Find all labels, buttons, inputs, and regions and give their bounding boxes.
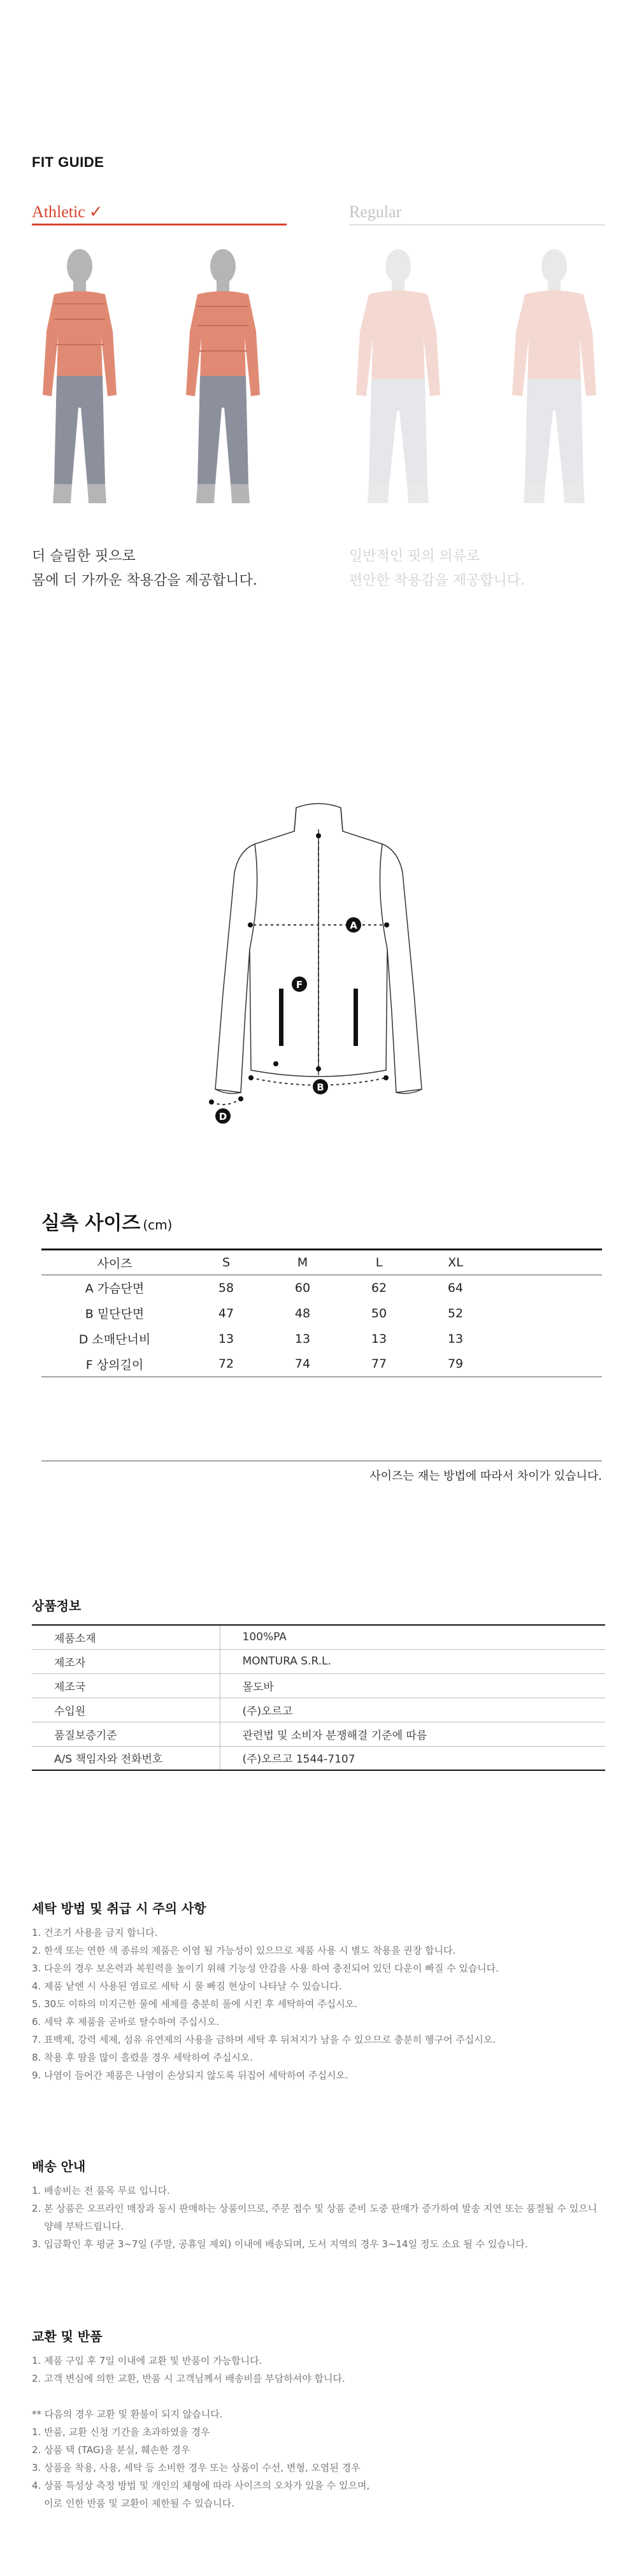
size-cell: 77 bbox=[371, 1357, 387, 1371]
care-line: 8. 착용 후 땀을 많이 흘렸을 경우 세탁하여 주십시오. bbox=[32, 2052, 254, 2063]
care-line: 3. 다운의 경우 보온력과 복원력을 높이기 위해 기능성 안감을 사용 하여 충전되어 있던 다운이 빠질 수 있습니다. bbox=[32, 1963, 499, 1974]
info-key: 품질보증기준 bbox=[32, 1722, 220, 1746]
info-value: MONTURA S.R.L. bbox=[242, 1655, 331, 1668]
size-title-text: 실측 사이즈 bbox=[41, 1212, 141, 1234]
size-cell: 13 bbox=[447, 1331, 464, 1346]
svg-text:D: D bbox=[218, 1111, 227, 1122]
info-value: (주)오르고 bbox=[242, 1705, 293, 1718]
regular-fit-description bbox=[349, 545, 525, 593]
care-line: 1. 건조기 사용을 금지 합니다. bbox=[32, 1927, 158, 1938]
care-line: 2. 한색 또는 연한 색 종류의 제품은 이염 될 가능성이 있으므로 제품 사용 시 별도 착용을 권장 합니다. bbox=[32, 1945, 456, 1956]
measure-label-b-icon bbox=[313, 1079, 328, 1094]
regular-desc-line-2: 편안한 착용감을 제공합니다. bbox=[349, 573, 526, 589]
info-key: A/S 책임자와 전화번호 bbox=[32, 1746, 220, 1770]
size-row-name: F 상의길이 bbox=[85, 1357, 144, 1372]
exchange-line: ** 다음의 경우 교환 및 환불이 되지 않습니다. bbox=[32, 2408, 223, 2420]
size-row-name: A 가슴단면 bbox=[85, 1282, 145, 1296]
table-row bbox=[32, 1649, 605, 1673]
delivery-line: 3. 입금확인 후 평균 3~7일 (주말, 공휴일 제외) 이내에 배송되며, 도서 지역의 경우 3~14일 정도 소요 될 수 있습니다. bbox=[32, 2238, 528, 2250]
exchange-line: 1. 반품, 교환 신청 기간을 초과하였을 경우 bbox=[32, 2426, 210, 2438]
size-row-name: D 소매단너비 bbox=[78, 1333, 151, 1347]
delivery-line: 1. 배송비는 전 품목 무료 입니다. bbox=[32, 2185, 170, 2196]
size-cell: 79 bbox=[447, 1357, 464, 1371]
tab-athletic-label: Athletic bbox=[32, 203, 85, 221]
size-cell: 74 bbox=[294, 1357, 311, 1371]
info-value: 몰도바 bbox=[242, 1680, 274, 1694]
exchange-line: 2. 상품 택 (TAG)을 분실, 훼손한 경우 bbox=[32, 2444, 190, 2456]
size-header-s: S bbox=[222, 1256, 231, 1270]
size-note: 사이즈는 재는 방법에 따라서 차이가 있습니다. bbox=[369, 1470, 602, 1483]
table-row bbox=[32, 1746, 605, 1770]
athletic-fit-back-figure bbox=[172, 242, 274, 510]
care-line: 9. 나염이 들어간 제품은 나염이 손상되지 않도록 뒤집어 세탁하여 주십시오. bbox=[32, 2070, 348, 2081]
size-cell: 48 bbox=[294, 1306, 311, 1320]
care-line: 7. 표백제, 강력 세제, 섬유 유연제의 사용을 금하며 세탁 후 뒤쳐지가 남을 수 있으므로 충분히 헹구어 주십시오. bbox=[32, 2034, 496, 2045]
size-cell: 72 bbox=[218, 1357, 234, 1371]
info-value: 관련법 및 소비자 분쟁해결 기준에 따름 bbox=[242, 1729, 427, 1742]
info-key: 수입원 bbox=[32, 1698, 220, 1722]
measure-label-f-icon bbox=[292, 977, 307, 992]
care-instructions bbox=[32, 1924, 605, 2084]
regular-desc-line-1: 일반적인 핏의 의류로 bbox=[349, 548, 480, 564]
exchange-line: 이로 인한 반품 및 교환이 제한될 수 있습니다. bbox=[32, 2498, 235, 2509]
exchange-line: 1. 제품 구입 후 7일 이내에 교환 및 반품이 가능합니다. bbox=[32, 2355, 262, 2366]
size-table-header-row bbox=[41, 1250, 602, 1275]
size-header-m: M bbox=[297, 1256, 308, 1270]
exchange-line: 3. 상품을 착용, 사용, 세탁 등 소비한 경우 또는 상품이 수선, 변형, 오염된 경우 bbox=[32, 2462, 361, 2473]
size-cell: 64 bbox=[447, 1280, 464, 1295]
size-cell: 47 bbox=[218, 1306, 234, 1320]
table-row bbox=[32, 1673, 605, 1698]
checkmark-icon: ✓ bbox=[89, 203, 103, 222]
table-row bbox=[41, 1275, 602, 1301]
exchange-line: 4. 상품 특성상 측정 방법 및 개인의 체형에 따라 사이즈의 오차가 있을 수 있으며, bbox=[32, 2480, 370, 2491]
size-cell: 58 bbox=[218, 1280, 234, 1295]
delivery-line: 양해 부탁드립니다. bbox=[32, 2221, 124, 2232]
info-value: (주)오르고 1544-7107 bbox=[242, 1753, 355, 1766]
size-table-title bbox=[41, 1207, 172, 1235]
regular-fit-front-figure bbox=[347, 242, 449, 510]
care-line: 4. 제품 낱엔 시 사용된 염료로 세탁 시 물 빠짐 현상이 나타날 수 있습니다. bbox=[32, 1980, 342, 1992]
measure-label-d-icon bbox=[215, 1108, 231, 1124]
exchange-info bbox=[32, 2352, 605, 2512]
table-row bbox=[41, 1326, 602, 1352]
size-cell: 13 bbox=[218, 1331, 234, 1346]
tab-regular[interactable] bbox=[349, 203, 605, 225]
delivery-title: 배송 안내 bbox=[32, 2159, 86, 2174]
table-row bbox=[32, 1625, 605, 1649]
regular-fit-back-figure bbox=[503, 242, 605, 510]
size-cell: 13 bbox=[371, 1331, 387, 1346]
info-key: 제조국 bbox=[32, 1673, 220, 1698]
table-row bbox=[32, 1722, 605, 1746]
athletic-fit-front-figure bbox=[29, 242, 131, 510]
fit-guide-title: FIT GUIDE bbox=[32, 154, 104, 170]
info-key: 제조자 bbox=[32, 1649, 220, 1673]
athletic-fit-description bbox=[32, 545, 257, 593]
delivery-info bbox=[32, 2182, 605, 2253]
size-cell: 52 bbox=[447, 1306, 464, 1320]
svg-text:A: A bbox=[350, 920, 357, 931]
size-header-l: L bbox=[375, 1256, 383, 1270]
size-header-name: 사이즈 bbox=[97, 1256, 132, 1271]
size-cell: 60 bbox=[294, 1280, 311, 1295]
tab-athletic[interactable] bbox=[32, 203, 287, 225]
exchange-line bbox=[32, 2387, 605, 2405]
info-key: 제품소재 bbox=[32, 1625, 220, 1649]
table-row bbox=[41, 1352, 602, 1377]
size-title-unit: (cm) bbox=[143, 1217, 173, 1233]
size-cell: 50 bbox=[371, 1306, 387, 1320]
product-info-title: 상품정보 bbox=[32, 1598, 82, 1614]
table-row bbox=[41, 1301, 602, 1326]
size-cell: 62 bbox=[371, 1280, 387, 1295]
athletic-desc-line-1: 더 슬림한 핏으로 bbox=[32, 548, 136, 564]
size-header-xl: XL bbox=[448, 1256, 463, 1270]
size-table bbox=[41, 1249, 602, 1377]
svg-text:B: B bbox=[317, 1082, 324, 1093]
measure-label-a-icon bbox=[346, 917, 361, 933]
tab-regular-label: Regular bbox=[349, 203, 402, 221]
care-title: 세탁 방법 및 취급 시 주의 사항 bbox=[32, 1901, 206, 1916]
exchange-line: 2. 고객 변심에 의한 교환, 반품 시 고객님께서 배송비를 부담하셔야 합니다. bbox=[32, 2373, 345, 2384]
size-row-name: B 밑단단면 bbox=[85, 1307, 145, 1321]
care-line: 6. 세탁 후 제품을 곧바로 탈수하여 주십시오. bbox=[32, 2016, 220, 2028]
svg-text:F: F bbox=[296, 979, 303, 991]
product-info-table bbox=[32, 1624, 605, 1771]
jacket-measurement-diagram bbox=[172, 790, 465, 1147]
exchange-title: 교환 및 반품 bbox=[32, 2329, 103, 2344]
table-row bbox=[32, 1698, 605, 1722]
care-line: 5. 30도 이하의 미지근한 물에 세제를 충분히 풀에 시킨 후 세탁하여 주십시오. bbox=[32, 1998, 357, 2010]
info-value: 100%PA bbox=[242, 1631, 287, 1644]
size-cell: 13 bbox=[294, 1331, 311, 1346]
athletic-desc-line-2: 몸에 더 가까운 착용감을 제공합니다. bbox=[32, 573, 257, 589]
delivery-line: 2. 본 상품은 오프라인 매장과 동시 판매하는 상품이므로, 주문 접수 및 상품 준비 도중 판매가 증가하여 발송 지연 또는 품절될 수 있으니 bbox=[32, 2203, 598, 2214]
